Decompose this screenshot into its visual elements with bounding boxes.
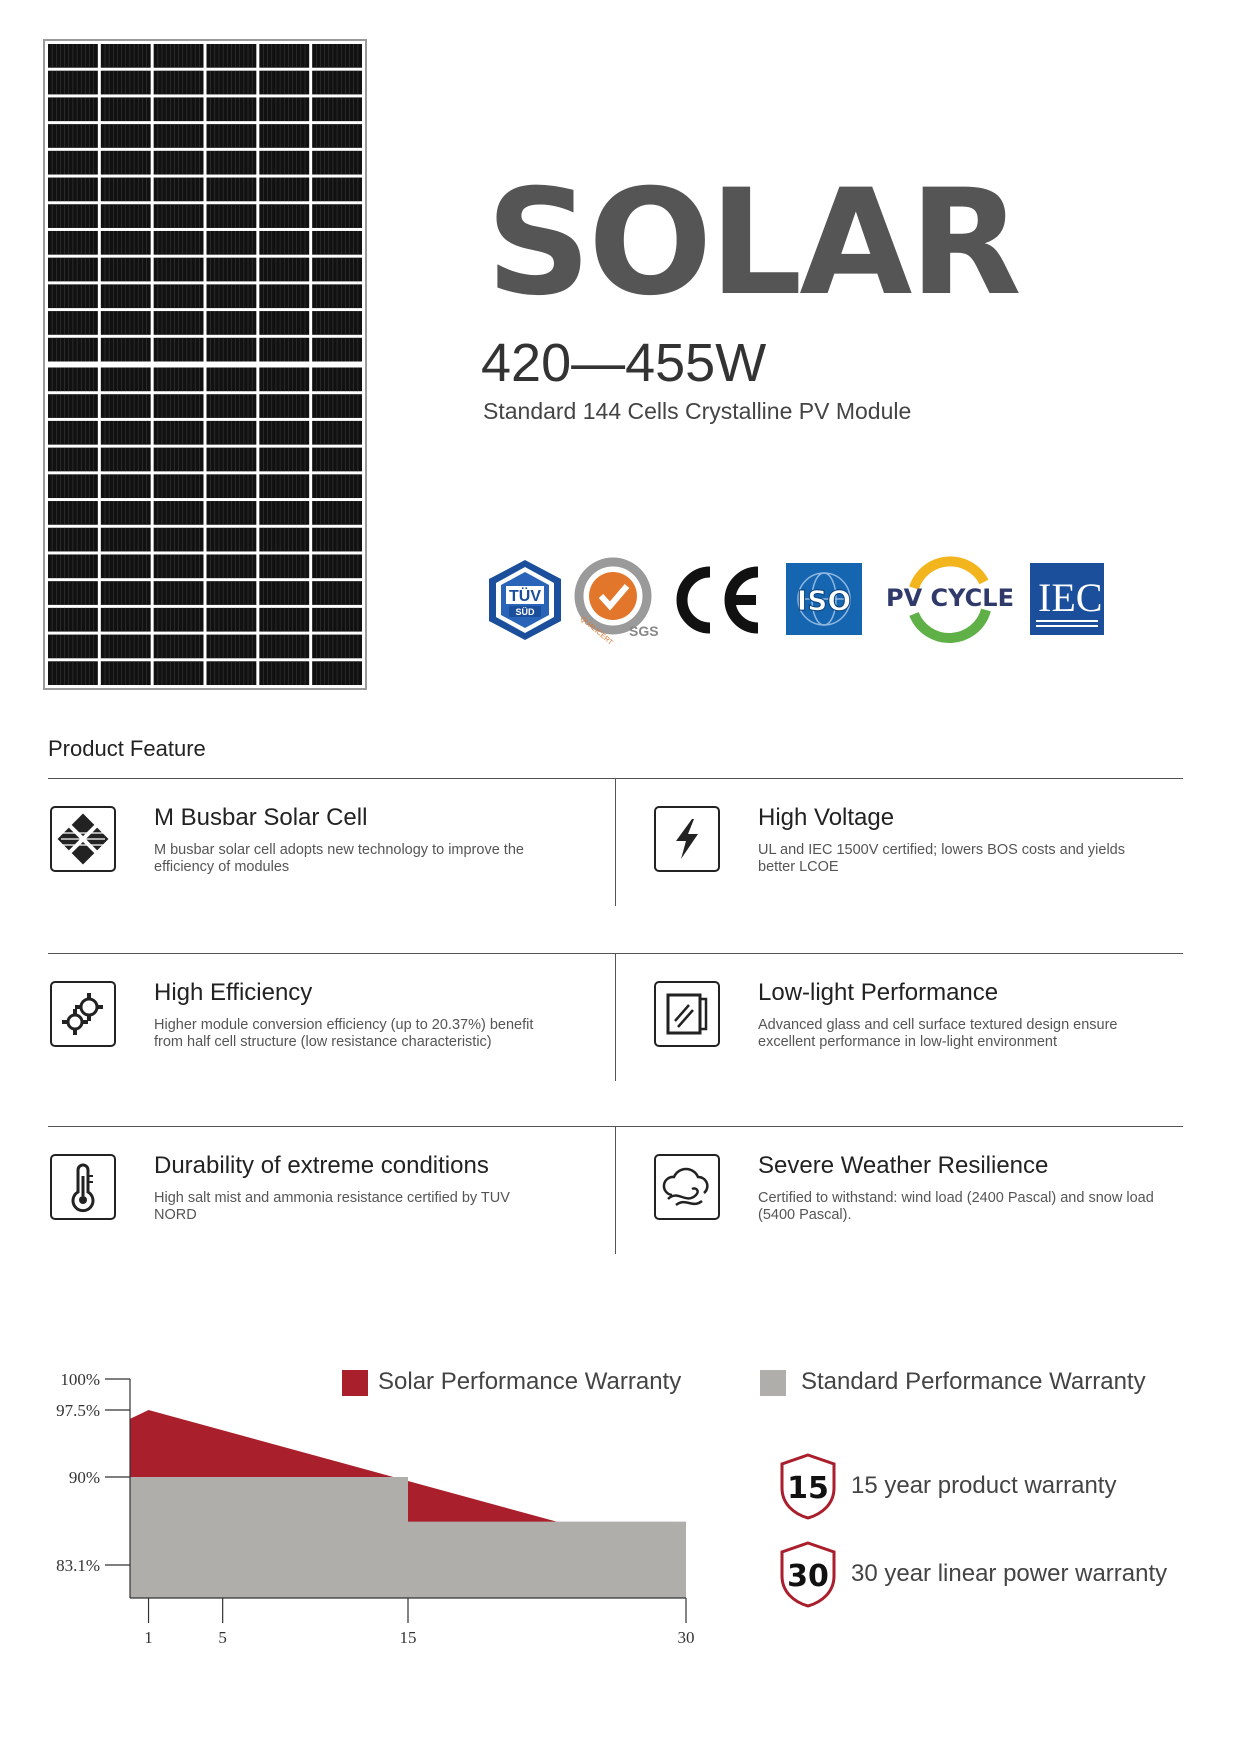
svg-text:SÜD: SÜD — [515, 607, 535, 617]
wind-icon — [654, 1154, 720, 1220]
shield-30-icon — [778, 1540, 838, 1613]
svg-text:TÜV: TÜV — [509, 588, 541, 605]
product-feature-heading: Product Feature — [48, 736, 206, 761]
iec-logo — [1030, 563, 1104, 640]
page-title: SOLAR — [486, 158, 1019, 328]
feature-description: UL and IEC 1500V certified; lowers BOS costs and yields better LCOE — [758, 842, 1125, 875]
feature-title: Durability of extreme conditions — [154, 1152, 489, 1179]
solar-cell-icon — [50, 806, 116, 872]
sgs-qualicert-logo — [573, 556, 659, 647]
feature-description: Certified to withstand: wind load (2400 Pascal) and snow load (5400 Pascal). — [758, 1190, 1154, 1223]
feature-durability — [48, 1126, 608, 1246]
x-tick-label: 1 — [144, 1628, 153, 1647]
divider — [615, 1126, 616, 1254]
gears-icon — [50, 981, 116, 1047]
ce-mark — [672, 564, 764, 641]
module-subtitle: Standard 144 Cells Crystalline PV Module — [483, 398, 912, 424]
pv-cycle-logo — [884, 558, 1016, 643]
standard-warranty-area — [130, 1477, 686, 1598]
y-tick-label: 90% — [68, 1468, 100, 1487]
feature-low-light — [652, 953, 1212, 1073]
legend-swatch-standard — [760, 1370, 786, 1396]
shield-15-icon — [778, 1452, 838, 1525]
divider — [615, 953, 616, 1081]
feature-title: Severe Weather Resilience — [758, 1152, 1049, 1179]
warranty-chart — [40, 1365, 720, 1655]
iso-logo — [786, 563, 862, 640]
x-tick-label: 30 — [677, 1628, 695, 1647]
solar-panel-image — [43, 39, 367, 690]
feature-title: Low-light Performance — [758, 979, 999, 1006]
y-tick-label: 83.1% — [56, 1556, 100, 1575]
glass-panel-icon — [654, 981, 720, 1047]
svg-text:IEC: IEC — [1038, 575, 1103, 620]
solar-panel-cells — [45, 41, 365, 688]
feature-high-efficiency — [48, 953, 608, 1073]
feature-high-voltage — [652, 778, 1212, 898]
shield-30-number: 30 — [787, 1559, 829, 1594]
thermometer-icon — [50, 1154, 116, 1220]
legend-swatch-solar — [342, 1370, 368, 1396]
feature-title: High Efficiency — [154, 979, 313, 1006]
y-tick-label: 97.5% — [56, 1401, 100, 1420]
legend-standard: Standard Performance Warranty — [801, 1368, 1146, 1395]
y-tick-label: 100% — [60, 1370, 100, 1389]
feature-title: M Busbar Solar Cell — [154, 804, 368, 831]
svg-text:SGS: SGS — [629, 623, 659, 639]
lightning-icon — [654, 806, 720, 872]
power-range: 420—455W — [481, 333, 767, 393]
feature-description: Advanced glass and cell surface textured design ensure excellent performance in low-light environment — [758, 1017, 1118, 1050]
x-tick-label: 5 — [218, 1628, 227, 1647]
svg-text:ISO: ISO — [796, 584, 852, 617]
x-tick-label: 15 — [399, 1628, 417, 1647]
divider — [615, 778, 616, 906]
shield-15-number: 15 — [787, 1471, 829, 1506]
product-warranty-text: 15 year product warranty — [851, 1472, 1117, 1499]
legend-solar: Solar Performance Warranty — [378, 1368, 682, 1395]
feature-description: High salt mist and ammonia resistance certified by TUV NORD — [154, 1190, 510, 1223]
feature-m-busbar — [48, 778, 608, 898]
svg-text:QUALICERT: QUALICERT — [578, 615, 614, 647]
feature-description: M busbar solar cell adopts new technology to improve the efficiency of modules — [154, 842, 524, 875]
power-warranty-text: 30 year linear power warranty — [851, 1560, 1168, 1587]
tuv-sud-logo — [483, 558, 567, 647]
feature-title: High Voltage — [758, 804, 895, 831]
svg-text:PV CYCLE: PV CYCLE — [886, 584, 1014, 612]
feature-weather — [652, 1126, 1212, 1246]
feature-description: Higher module conversion efficiency (up to 20.37%) benefit from half cell structure (low resistance characteristic) — [154, 1017, 534, 1050]
